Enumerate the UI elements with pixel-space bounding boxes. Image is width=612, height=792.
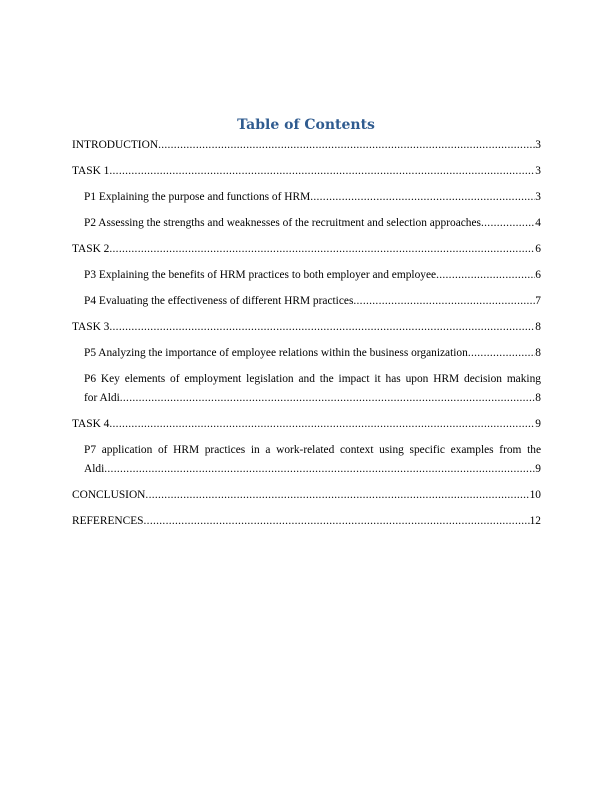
dot-leader xyxy=(436,267,535,283)
toc-entry-p2[interactable] xyxy=(72,215,541,231)
toc-entry-text: TASK 1 xyxy=(72,165,110,177)
dot-leader xyxy=(109,163,535,179)
toc-entry-text: CONCLUSION xyxy=(72,489,146,501)
toc-entry-page: 7 xyxy=(535,295,541,307)
toc-entry-references[interactable] xyxy=(72,513,541,529)
toc-entry-text: P4 Evaluating the effectiveness of different HRM practices xyxy=(84,295,354,307)
dot-leader xyxy=(468,345,535,361)
toc-entry-text-line-2: Aldi xyxy=(84,463,105,475)
toc-entry-page: 3 xyxy=(535,191,541,203)
toc-entry-p7[interactable] xyxy=(72,439,541,477)
dot-leader xyxy=(310,189,535,205)
toc-entry-text: P1 Explaining the purpose and functions of HRM xyxy=(84,191,311,203)
toc-entry-p5[interactable] xyxy=(72,345,541,361)
toc-entry-task-2[interactable] xyxy=(72,241,541,257)
toc-entry-page: 6 xyxy=(535,269,541,281)
toc-entry-p4[interactable] xyxy=(72,293,541,309)
toc-title: Table of Contents xyxy=(237,117,375,133)
dot-leader xyxy=(144,513,530,529)
dot-leader xyxy=(109,319,535,335)
toc-entry-text: TASK 2 xyxy=(72,243,110,255)
toc-entry-text: P5 Analyzing the importance of employee relations within the business organization xyxy=(84,347,468,359)
toc-entry-page: 6 xyxy=(535,243,541,255)
dot-leader xyxy=(109,241,535,257)
toc-entry-conclusion[interactable] xyxy=(72,487,541,503)
toc-entry-page: 8 xyxy=(535,321,541,333)
toc-entry-page: 9 xyxy=(535,463,541,475)
dot-leader xyxy=(353,293,535,309)
toc-entry-task-4[interactable] xyxy=(72,416,541,432)
toc-entry-page: 3 xyxy=(535,165,541,177)
toc-entry-page: 12 xyxy=(529,515,541,527)
toc-entry-page: 4 xyxy=(535,217,541,229)
toc-entry-task-3[interactable] xyxy=(72,319,541,335)
toc-entry-text: TASK 3 xyxy=(72,321,110,333)
toc-entry-text: REFERENCES xyxy=(72,515,144,527)
toc-entry-text: TASK 4 xyxy=(72,418,110,430)
dot-leader xyxy=(120,390,536,406)
toc-entry-page: 9 xyxy=(535,418,541,430)
toc-entry-task-1[interactable] xyxy=(72,163,541,179)
toc-entry-page: 10 xyxy=(529,489,541,501)
dot-leader xyxy=(481,215,535,231)
dot-leader xyxy=(104,461,535,477)
dot-leader xyxy=(158,137,535,153)
toc-entry-text-line-1: P7 application of HRM practices in a work-related context using specific examples from the xyxy=(84,444,541,456)
dot-leader xyxy=(109,416,535,432)
toc-entry-page: 8 xyxy=(535,347,541,359)
toc-entry-p6[interactable] xyxy=(72,368,541,406)
dot-leader xyxy=(145,487,529,503)
toc-entry-text: INTRODUCTION xyxy=(72,139,159,151)
toc-entry-page: 3 xyxy=(535,139,541,151)
toc-entry-text-line-1: P6 Key elements of employment legislation and the impact it has upon HRM decision making xyxy=(84,373,541,385)
toc-entry-p3[interactable] xyxy=(72,267,541,283)
toc-entry-p1[interactable] xyxy=(72,189,541,205)
toc-entry-text-line-2: for Aldi xyxy=(84,392,120,404)
toc-entry-text: P3 Explaining the benefits of HRM practices to both employer and employee xyxy=(84,269,437,281)
toc-entry-introduction[interactable] xyxy=(72,137,541,153)
toc-entry-text: P2 Assessing the strengths and weaknesses of the recruitment and selection approaches xyxy=(84,217,481,229)
table-of-contents xyxy=(72,137,541,539)
toc-entry-page: 8 xyxy=(535,392,541,404)
